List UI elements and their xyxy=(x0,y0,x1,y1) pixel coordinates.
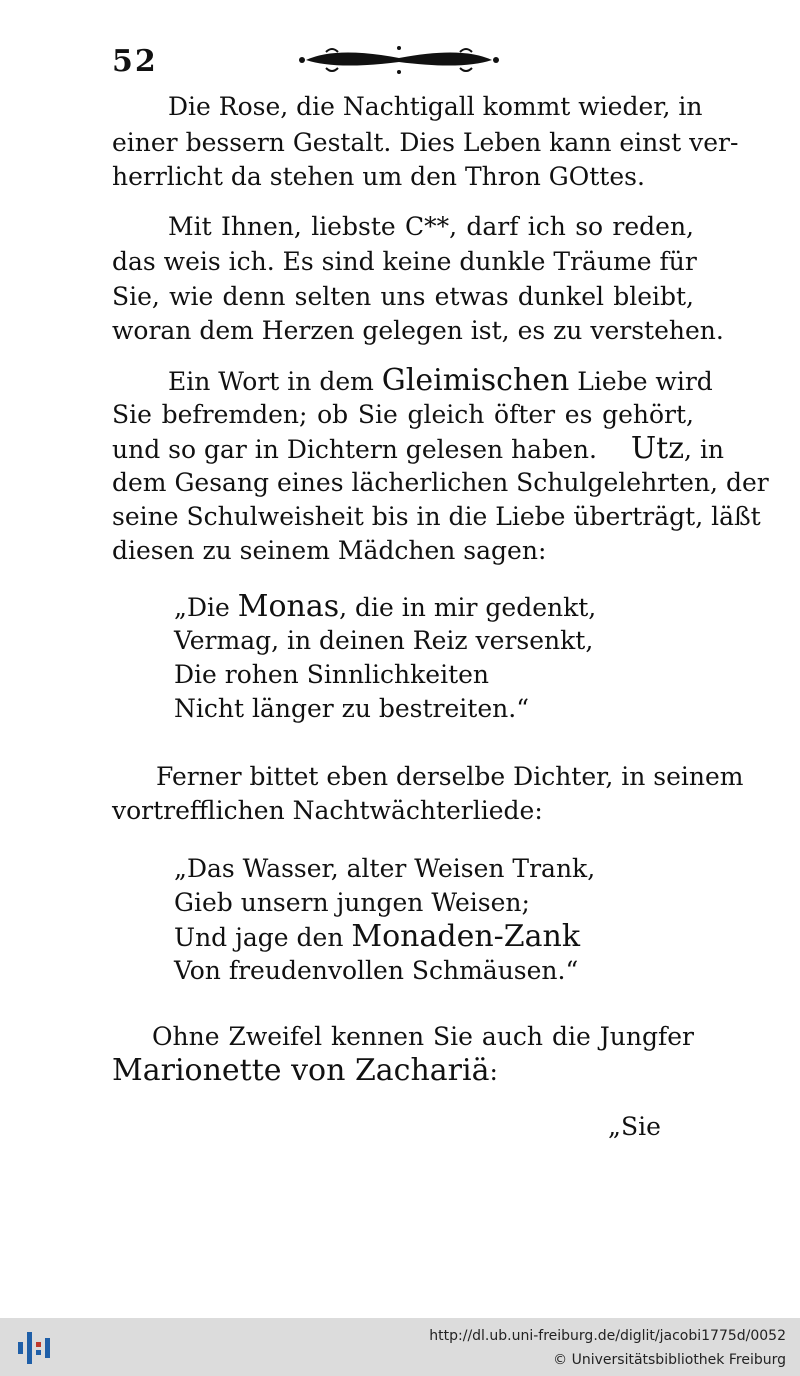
text-run: Und jage den xyxy=(174,923,344,952)
library-logo-icon xyxy=(14,1328,54,1368)
emphasis-word: Marionette von Zachariä xyxy=(112,1053,490,1088)
text-line: seine Schulweisheit bis in die Liebe überträgt, läßt xyxy=(112,502,761,531)
verse-line: Die rohen Sinnlichkeiten xyxy=(174,660,490,689)
text-line: einer bessern Gestalt. Dies Leben kann einst ver- xyxy=(112,128,739,157)
text-line: Ferner bittet eben derselbe Dichter, in seinem xyxy=(156,762,744,791)
text-line xyxy=(112,1054,498,1088)
text-line: dem Gesang eines lächerlichen Schulgelehrten, der xyxy=(112,468,769,497)
emphasis-word: Utz xyxy=(630,431,685,466)
text-line: woran dem Herzen gelegen ist, es zu verstehen. xyxy=(112,316,724,345)
text-line: Die Rose, die Nachtigall kommt wieder, in xyxy=(168,92,703,121)
text-line: das weis ich. Es sind keine dunkle Träume für xyxy=(112,247,697,276)
text-run: „Die xyxy=(174,593,230,622)
verse-line: „Das Wasser, alter Weisen Trank, xyxy=(174,854,596,883)
emphasis-word: Gleimischen xyxy=(381,363,570,398)
text-run: und so gar in Dichtern gelesen haben. xyxy=(112,435,597,464)
verse-line: Von freudenvollen Schmäusen.“ xyxy=(174,956,579,985)
source-url-link[interactable]: http://dl.ub.uni-freiburg.de/diglit/jacobi1775d/0052 xyxy=(429,1328,786,1344)
text-run: Ein Wort in dem xyxy=(168,367,374,396)
emphasis-word: Monaden-Zank xyxy=(351,919,581,954)
text-line: herrlicht da stehen um den Thron GOttes. xyxy=(112,162,645,191)
ornament-icon xyxy=(296,40,502,80)
text-line xyxy=(168,364,713,398)
emphasis-word: Monas xyxy=(237,589,340,624)
text-line: Sie befremden; ob Sie gleich öfter es gehört, xyxy=(112,400,694,429)
text-line xyxy=(112,432,724,466)
text-run: : xyxy=(489,1057,498,1086)
viewer-footer xyxy=(0,1318,800,1376)
verse-line: Nicht länger zu bestreiten.“ xyxy=(174,694,529,723)
text-line: Mit Ihnen, liebste C**, darf ich so reden, xyxy=(168,212,694,241)
verse-line xyxy=(174,920,580,954)
text-run: , in xyxy=(684,435,725,464)
text-line: vortrefflichen Nachtwächterliede: xyxy=(112,796,543,825)
text-line: diesen zu seinem Mädchen sagen: xyxy=(112,536,547,565)
verse-line: Vermag, in deinen Reiz versenkt, xyxy=(174,626,594,655)
text-run: Liebe wird xyxy=(577,367,713,396)
text-line: Sie, wie denn selten uns etwas dunkel bleibt, xyxy=(112,282,694,311)
verse-line xyxy=(174,590,596,624)
text-line: Ohne Zweifel kennen Sie auch die Jungfer xyxy=(152,1022,694,1051)
copyright-text: © Universitätsbibliothek Freiburg xyxy=(553,1352,786,1368)
verse-line: Gieb unsern jungen Weisen; xyxy=(174,888,530,917)
text-run: , die in mir gedenkt, xyxy=(339,593,597,622)
page-number: 52 xyxy=(112,44,158,79)
catchword: „Sie xyxy=(608,1112,661,1141)
